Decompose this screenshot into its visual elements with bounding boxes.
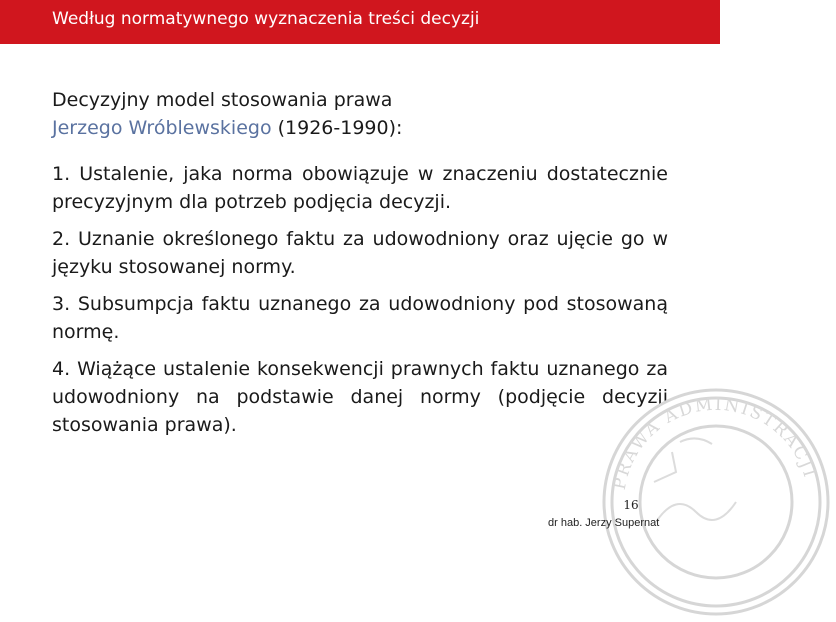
list-item: 2. Uznanie określonego faktu za udowodniony oraz ujęcie go w języku stosowanej normy. [52,228,668,278]
list-item: 1. Ustalenie, jaka norma obowiązuje w znaczeniu dostatecznie precyzyjnym dla potrzeb podjęcia decyzji. [52,163,668,213]
intro-author-name: Jerzego Wróblewskiego [52,117,272,139]
header-bar [0,0,720,44]
page-number: 16 [623,498,639,512]
slide-content [52,86,668,448]
intro-line: Decyzyjny model stosowania prawa [52,89,393,111]
slide-title: Według normatywnego wyznaczenia treści decyzji [52,9,480,29]
list-item: 4. Wiążące ustalenie konsekwencji prawnych faktu uznanego za udowodniony na podstawie danej normy (podjęcie decyzji stosowania prawa). [52,358,668,436]
intro-text [52,86,668,142]
list-item: 3. Subsumpcja faktu uznanego za udowodniony pod stosowaną normę. [52,293,668,343]
footer-author: dr hab. Jerzy Supernat [548,517,660,529]
intro-years: (1926-1990): [271,117,403,139]
seal-text: PRAWA ADMINISTRACJI [609,394,820,492]
